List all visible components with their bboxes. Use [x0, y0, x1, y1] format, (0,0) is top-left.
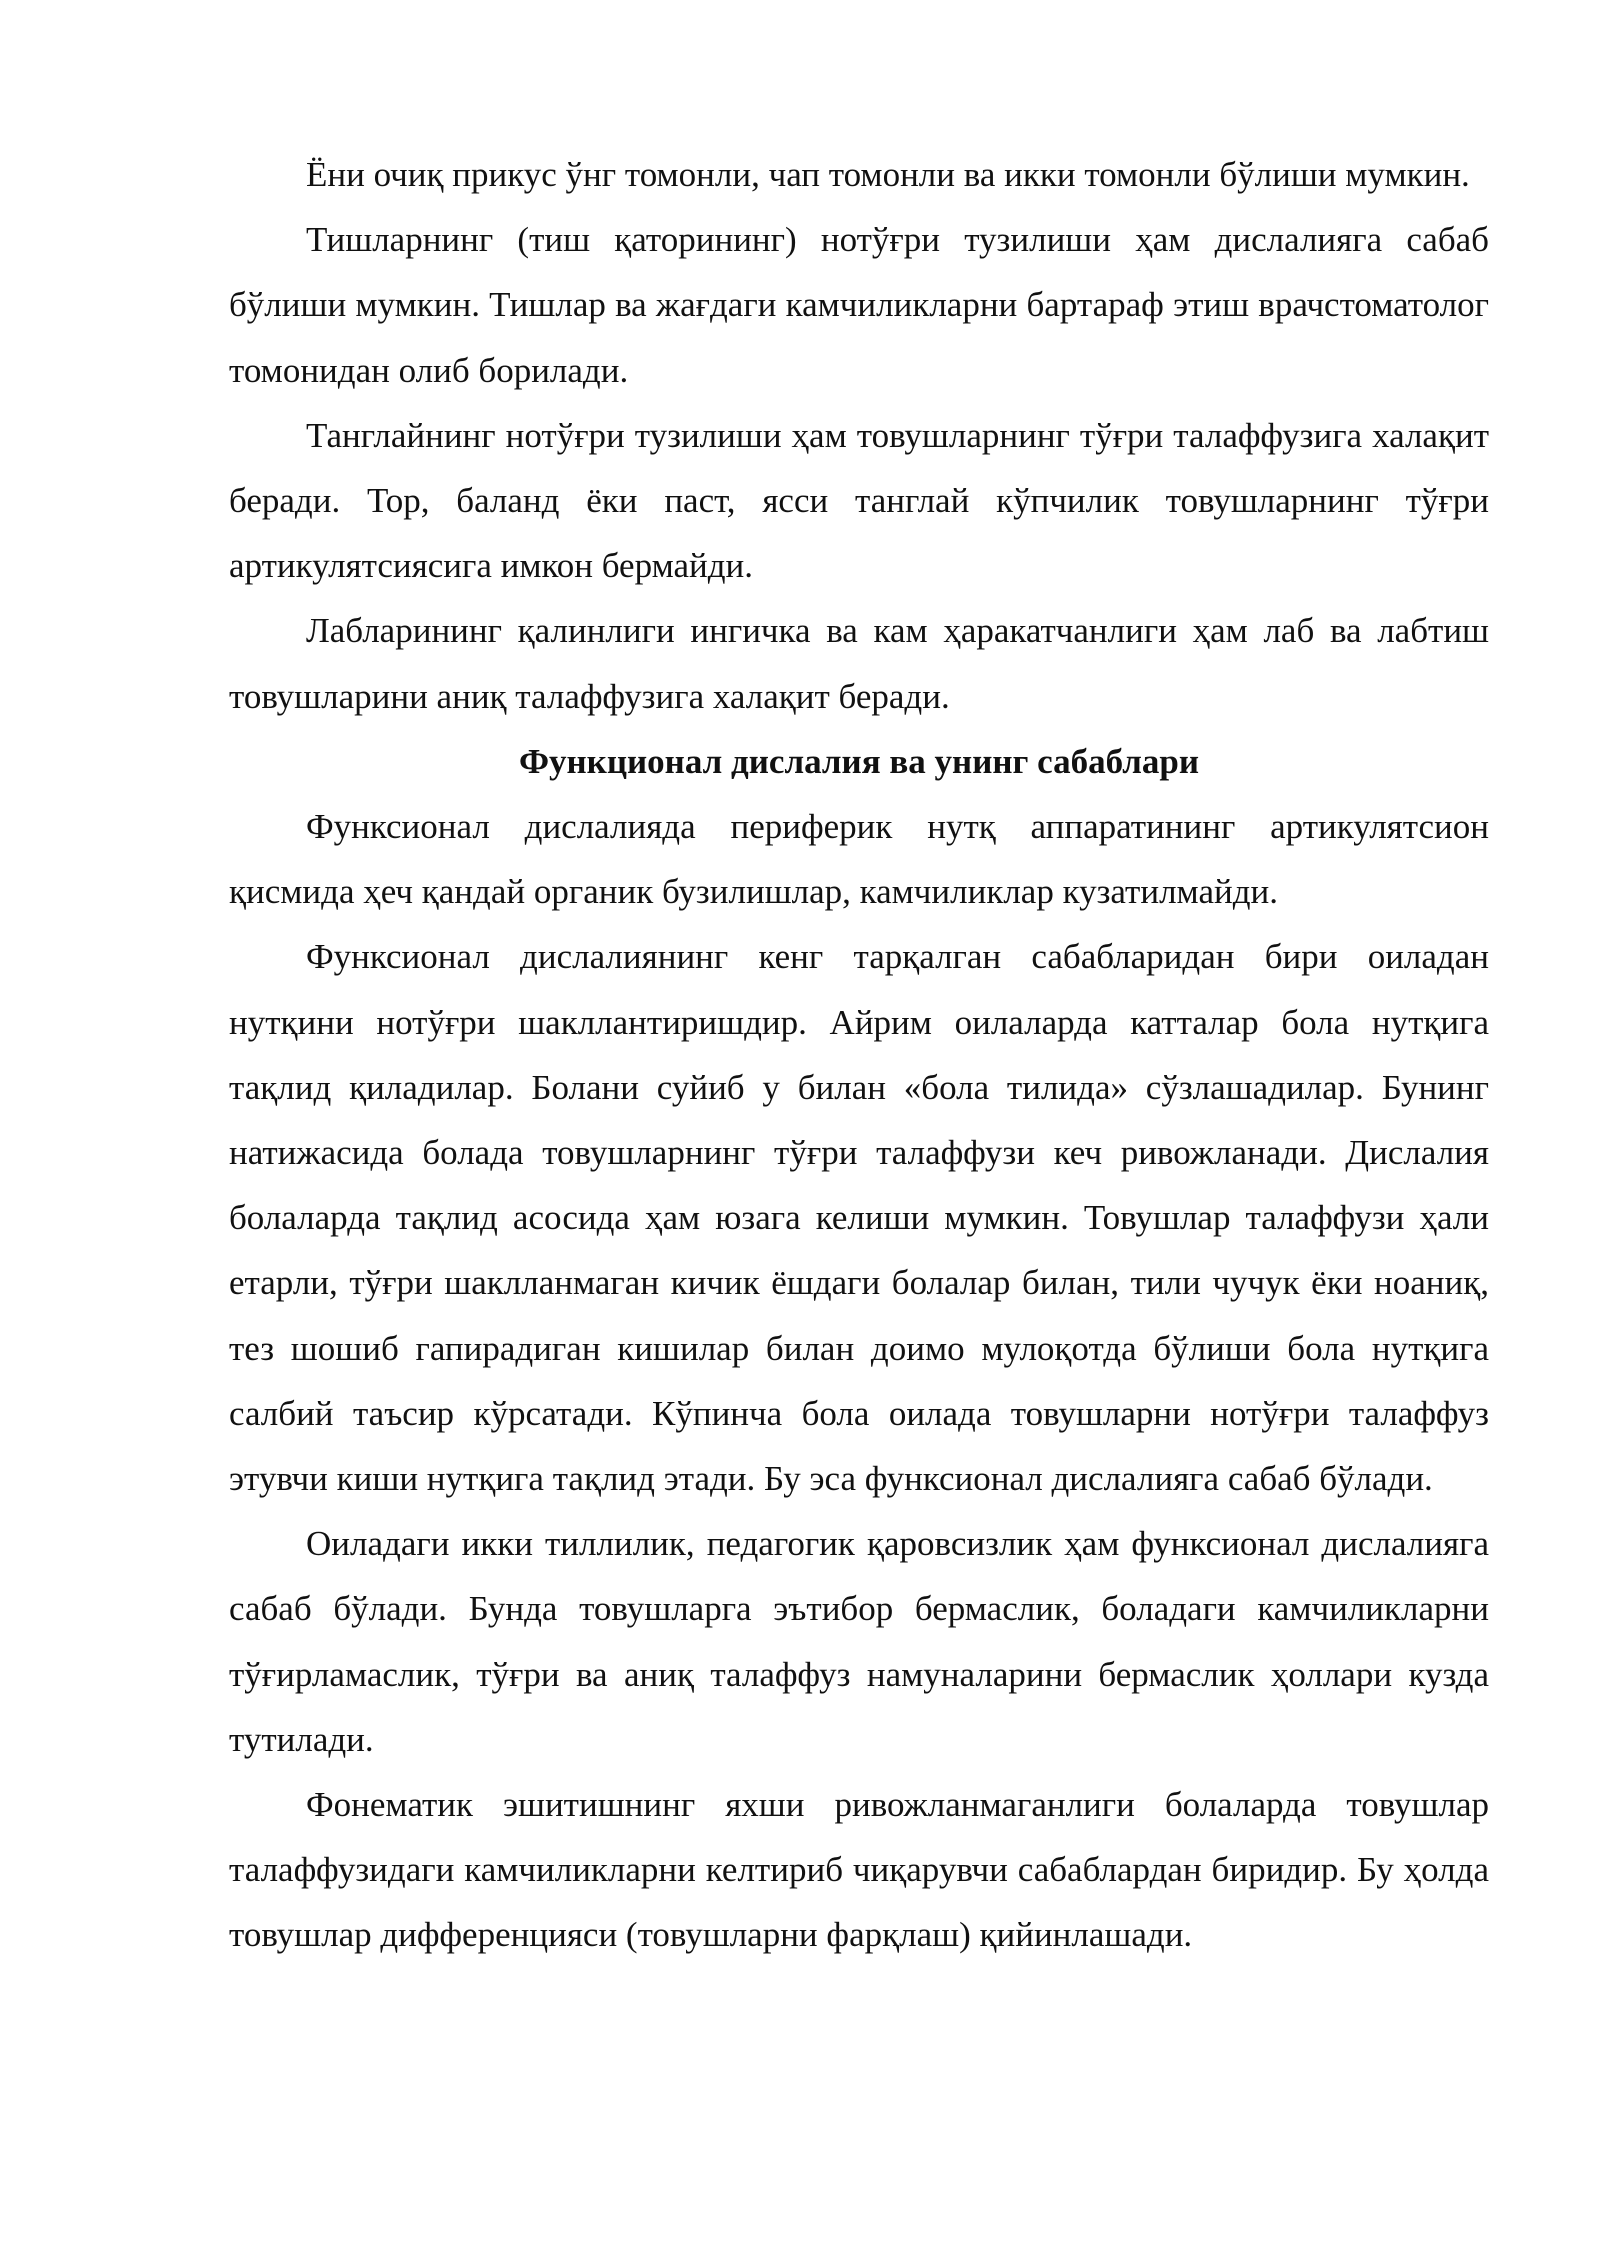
paragraph-palate: Танглайнинг нотўғри тузилиши ҳам товушларнинг тўғри талаффузига халақит беради. Тор, баланд ёки паст, ясси танглай кўпчилик товушларнинг тўғри артикулятсиясига имкон бермайди. [229, 415, 1489, 586]
paragraph-bilingualism: Оиладаги икки тиллилик, педагогик қаровсизлик ҳам функсионал дислалияга сабаб бўлади. Бунда товушларга эътибор бермаслик, боладаги камчиликларни тўғирламаслик, тўғри ва аниқ талаффуз намуналарини бермаслик ҳоллари кузда тутилади. [229, 1524, 1489, 1759]
section-heading: Функционал дислалия ва унинг сабаблари [518, 741, 1200, 781]
document-body [229, 142, 1489, 1968]
paragraph-lips: Лабларининг қалинлиги ингичка ва кам ҳаракатчанлиги ҳам лаб ва лабтиш товушларини аниқ талаффузига халақит беради. [229, 611, 1489, 716]
paragraph-phonematic-hearing: Фонематик эшитишнинг яхши ривожланмаганлиги болаларда товушлар талаффузидаги камчиликларни келтириб чиқарувчи сабаблардан биридир. Бу ҳолда товушлар дифференцияси (товушларни фарқлаш) қийинлашади. [229, 1785, 1489, 1955]
paragraph-open-bite: Ёни очиқ прикус ўнг томонли, чап томонли ва икки томонли бўлиши мумкин. [306, 155, 1470, 194]
paragraph-functional-intro: Функсионал дислалияда периферик нутқ аппаратининг артикулятсион қисмида ҳеч қандай органик бузилишлар, камчиликлар кузатилмайди. [229, 807, 1489, 912]
paragraph-teeth: Тишларнинг (тиш қаторининг) нотўғри тузилиши ҳам дислалияга сабаб бўлиши мумкин. Тишлар ва жағдаги камчиликларни бартараф этиш врачстоматолог томонидан олиб борилади. [229, 220, 1489, 390]
paragraph-functional-causes: Функсионал дислалиянинг кенг тарқалган сабабларидан бири оиладан нутқини нотўғри шакллантиришдир. Айрим оилаларда катталар бола нутқига тақлид қиладилар. Болани суйиб у билан «бола тилида» сўзлашадилар. Бунинг натижасида болада товушларнинг тўғри талаффузи кеч ривожланади. Дислалия болаларда тақлид асосида ҳам юзага келиши мумкин. Товушлар талаффузи ҳали етарли, тўғри шаклланмаган кичик ёшдаги болалар билан, тили чучук ёки ноаниқ, тез шошиб гапирадиган кишилар билан доимо мулоқотда бўлиши бола нутқига салбий таъсир кўрсатади. Кўпинча бола оилада товушларни нотўғри талаффуз этувчи киши нутқига тақлид этади. Бу эса функсионал дислалияга сабаб бўлади. [229, 937, 1489, 1499]
